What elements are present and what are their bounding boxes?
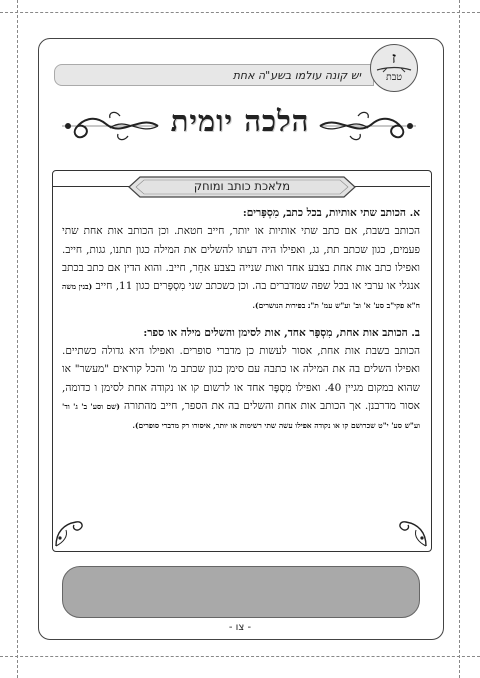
paragraph-1 [62, 204, 420, 316]
flourish-left-icon [60, 108, 160, 144]
paragraph-2 [62, 324, 420, 436]
paragraph-1-source: (בנין משה ח"א פקי"ב סע' א' וב' וע"ש עמ' ת"נ בפירות הנושרים). [62, 282, 420, 311]
halacha-body [62, 204, 420, 436]
cut-line-right [459, 0, 460, 678]
cut-line-top [0, 12, 480, 13]
cut-line-bottom [0, 656, 480, 657]
paragraph-2-text: הכותב בשבת אות אחת, אסור לעשות כן מדברי סופרים. ואפילו היא גדולה כשתיים. ואפילו השלים בה את המילה או כתבה עם סימן כגון שכתב מ' והכל קוראים "מעשר" או שהוא במקום מגיין 40. ואפילו מִסְפָּר אחד או לרשום קו או נקודה אחת לסימן ו כדומה, אסור מדרבנן. אך הכותב אות אחת והשלים בה את הספר, חייב מהתורה [62, 345, 420, 412]
banner-line-left [52, 186, 130, 187]
flourish-right-icon [318, 108, 418, 144]
paragraph-2-heading: ב. הכותב אות אחת, מִסְפָּר אחד, אות לסימן והשלים מילה או ספר: [143, 326, 420, 339]
banner-line-right [354, 186, 430, 187]
paragraph-2-source: (שם וסע' ב' ג' וד' וע"ש סע' י"ט שכרושם קו או נקודה אפילו עשה שתי רשימות או יותר, איסורו רק מדברי סופרים). [62, 401, 420, 431]
badge-month-label: טבת [385, 72, 403, 83]
page-title: הלכה יומית [170, 104, 310, 138]
paragraph-1-text: הכותב בשבת, אם כתב שתי אותיות או יותר, חייב חטאת. וכן הכותב אות אחת שתי פעמים, כגון שכתב תת, גג, ואפילו היה דעתו להשלים את המילה כגון תתנו, גגות, חייב. ואפילו כתב אות אחת בצבע אחד ואות שנייה בצבע אחֵר, חייב. והוא הדין אם כתב בכתב אנגלי או ערבי או בכל שפה שמדברים בה. וכן כשכתב שני מִסְפָּרים כגון 11, חייב [62, 225, 420, 293]
cut-line-left [17, 0, 18, 678]
corner-flourish-bottom-right-icon [396, 516, 428, 548]
date-badge [370, 44, 418, 92]
corner-flourish-bottom-left-icon [54, 516, 86, 548]
topic-title: מלאכת כותב ומוחק [193, 179, 291, 193]
header-bar [54, 64, 374, 86]
page-number: - צו - [228, 622, 252, 633]
paragraph-1-heading: א. הכותב שתי אותיות, בכל כתב, מִסְפָּרים: [242, 207, 420, 219]
header-subtitle: יש קונה עולמו בשע"ה אחת [232, 68, 361, 82]
badge-day-letter: ז [391, 49, 397, 67]
footer-bar [62, 566, 420, 618]
